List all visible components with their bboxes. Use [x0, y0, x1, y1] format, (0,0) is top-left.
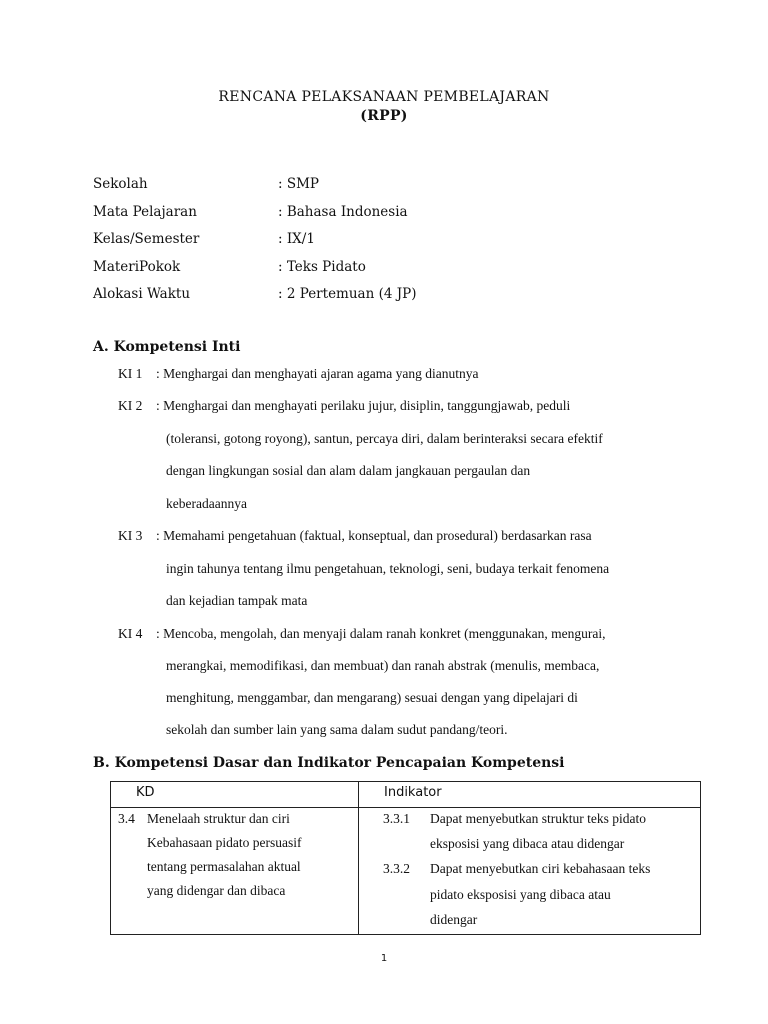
- title-line-2: (RPP): [360, 108, 408, 124]
- indicator-line: pidato eksposisi yang dibaca atau: [430, 887, 611, 902]
- identity-value: : Teks Pidato: [278, 258, 366, 275]
- identity-label: Mata Pelajaran: [93, 203, 197, 220]
- indicator-line: eksposisi yang dibaca atau didengar: [430, 836, 625, 851]
- identity-value: : IX/1: [278, 231, 315, 247]
- ki-line: : Memahami pengetahuan (faktual, konseptual, dan prosedural) berdasarkan rasa: [156, 528, 592, 543]
- indikator-header-cell: [359, 782, 701, 808]
- kd-line: yang didengar dan dibaca: [147, 883, 286, 898]
- ki-line: : Mencoba, mengolah, dan menyaji dalam ranah konkret (menggunakan, mengurai,: [156, 626, 606, 641]
- ki-line: dengan lingkungan sosial dan alam dalam jangkauan pergaulan dan: [166, 463, 531, 478]
- ki-line: merangkai, memodifikasi, dan membuat) dan ranah abstrak (menulis, membaca,: [166, 658, 600, 673]
- ki-line: keberadaannya: [166, 496, 247, 511]
- page-number: 1: [380, 953, 388, 964]
- kd-table: [110, 781, 701, 935]
- ki-line: : Menghargai dan menghayati perilaku jujur, disiplin, tanggungjawab, peduli: [156, 398, 571, 413]
- indicator-number: 3.3.2: [383, 861, 410, 876]
- kd-number: 3.4: [118, 811, 135, 826]
- indikator-header: Indikator: [384, 785, 442, 800]
- identity-value: : SMP: [278, 176, 319, 192]
- ki-code: KI 3: [118, 528, 143, 543]
- section-a-heading: A. Kompetensi Inti: [93, 339, 241, 355]
- identity-label: Sekolah: [93, 176, 148, 192]
- indicator-line: Dapat menyebutkan ciri kebahasaan teks: [430, 861, 651, 876]
- ki-line: ingin tahunya tentang ilmu pengetahuan, teknologi, seni, budaya terkait fenomena: [166, 561, 610, 576]
- ki-line: sekolah dan sumber lain yang sama dalam sudut pandang/teori.: [166, 722, 508, 737]
- ki-code: KI 1: [118, 366, 143, 381]
- document-title: [0, 88, 768, 126]
- ki-code: KI 2: [118, 398, 143, 413]
- ki-line: : Menghargai dan menghayati ajaran agama yang dianutnya: [156, 366, 479, 381]
- identity-value: : 2 Pertemuan (4 JP): [278, 286, 417, 302]
- indicator-number: 3.3.1: [383, 811, 410, 826]
- identity-label: Alokasi Waktu: [93, 286, 191, 302]
- indicator-line: Dapat menyebutkan struktur teks pidato: [430, 811, 646, 826]
- ki-line: (toleransi, gotong royong), santun, percaya diri, dalam berinteraksi secara efektif: [166, 431, 603, 446]
- section-b-heading: B. Kompetensi Dasar dan Indikator Pencapaian Kompetensi: [93, 755, 565, 771]
- kd-header: KD: [136, 785, 155, 800]
- kd-cell: [111, 808, 359, 935]
- identity-value: : Bahasa Indonesia: [278, 203, 408, 220]
- indicator-line: didengar: [430, 912, 478, 927]
- kd-header-cell: [111, 782, 359, 808]
- indikator-cell: [359, 808, 701, 935]
- identity-label: Kelas/Semester: [93, 231, 200, 247]
- ki-line: dan kejadian tampak mata: [166, 593, 308, 608]
- identity-label: MateriPokok: [93, 258, 181, 275]
- kd-line: tentang permasalahan aktual: [147, 859, 301, 874]
- title-line-1: RENCANA PELAKSANAAN PEMBELAJARAN: [218, 89, 550, 105]
- ki-line: menghitung, menggambar, dan mengarang) sesuai dengan yang dipelajari di: [166, 690, 578, 705]
- ki-code: KI 4: [118, 626, 143, 641]
- kd-line: Menelaah struktur dan ciri: [147, 811, 290, 826]
- kd-line: Kebahasaan pidato persuasif: [147, 835, 302, 850]
